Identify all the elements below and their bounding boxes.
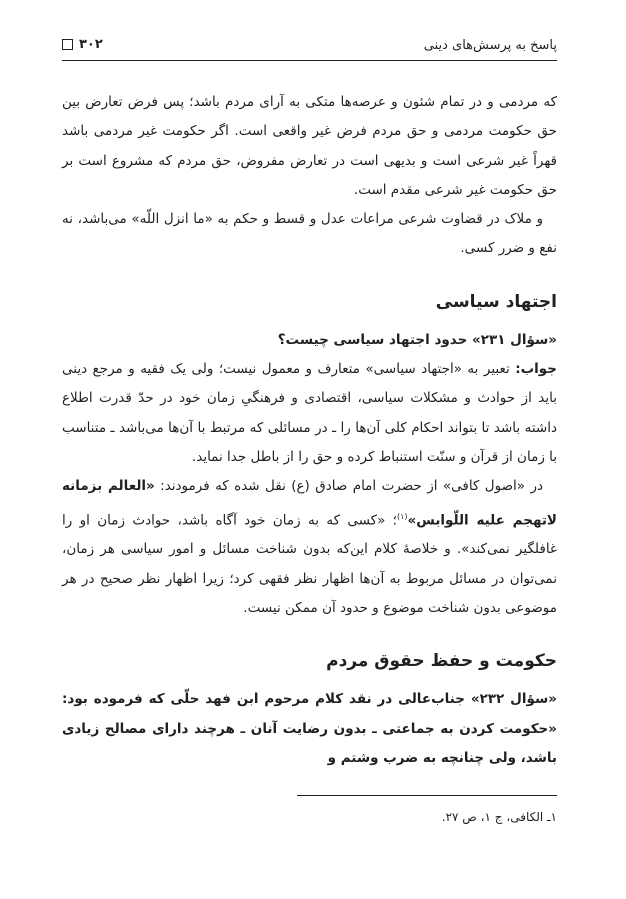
question-232: «سؤال ۲۳۲» جناب‌عالی در نقد کلام مرحوم ابن فهد حلّی که فرموده بود: «حکومت کردن به جماعتی ـ بدون رضایت آنان ـ هرچند دارای مصالح زیادی باشد، ولی چنانچه به ضرب وشتم و — [62, 691, 557, 766]
footnote-1: ۱ـ الکافی، ج ۱، ص ۲۷. — [441, 810, 557, 824]
answer-231-text-b: ؛ «کسی که به زمان خود آگاه باشد، حوادث زمان او را غافلگیر نمی‌کند». و خلاصهٔ کلام این‌که بدون شناخت مسائل و امور سیاسی هر زمان، نمی‌توان در مسائل مربوط به آن‌ها اظهار نظر فقهی کرد؛ زیرا اظهار نظر صحیح در هر موضوعی بدون شناخت موضوع و حدود آن ممکن نیست. — [62, 512, 557, 616]
hadith-quote: «العالم بزمانه لاتهجم علیه اللّوابس» — [62, 478, 557, 529]
section-heading-government-rights: حکومت و حفظ حقوق مردم — [326, 651, 557, 672]
page-body — [62, 88, 557, 773]
page-number-group — [62, 37, 103, 52]
answer-231-text-a: در «اصول کافی» از حضرت امام صادق (ع) نقل شده که فرمودند: — [154, 478, 543, 495]
answer-231-text: تعبیر به «اجتهاد سیاسی» متعارف و معمول نیست؛ ولی یک فقیه و مرجع دینی باید از حوادث و مشکلات سیاسی، اقتصادی و فرهنگیِ زمان خود در حدّ قدرت اطلاع داشته باشد تا بتواند احکام کلی آن‌ها را ـ در مسائلی که مرتبط با آن‌ها می‌باشد ـ متناسب با زمان از قرآن و سنّت استنباط کرده و حق را از باطل جدا نماید. — [62, 361, 557, 465]
question-231: «سؤال ۲۳۱» حدود اجتهاد سیاسی چیست؟ — [277, 331, 557, 348]
page-header — [62, 36, 557, 61]
answer-231-paragraph-1 — [62, 355, 557, 472]
section-heading-political-ijtihad: اجتهاد سیاسی — [435, 291, 557, 312]
footnote-marker: (۱) — [396, 511, 408, 521]
intro-paragraph-2: و ملاک در قضاوت شرعی مراعات عدل و قسط و حکم به «ما انزل اللّه» می‌باشد، نه نفع و ضرر کسی. — [62, 211, 557, 257]
answer-231-paragraph-2 — [62, 472, 557, 623]
intro-paragraph-1: که مردمی و در تمام شئون و عرصه‌ها متکی به آرای مردم باشد؛ پس فرض تعارض بین حق حکومت مردمی و حق مردم فرض غیر واقعی است. اگر حکومت غیر مردمی باشد قهراً غیر شرعی است و بدیهی است در تعارض مفروض، حق مردم که مشروع است بر حق حکومت غیر شرعی مقدم است. — [62, 94, 557, 198]
square-bullet-icon — [62, 39, 73, 50]
page-number: ۳۰۲ — [79, 37, 103, 52]
running-title: پاسخ به پرسش‌های دینی — [423, 38, 557, 53]
answer-label: جواب: — [515, 361, 557, 378]
